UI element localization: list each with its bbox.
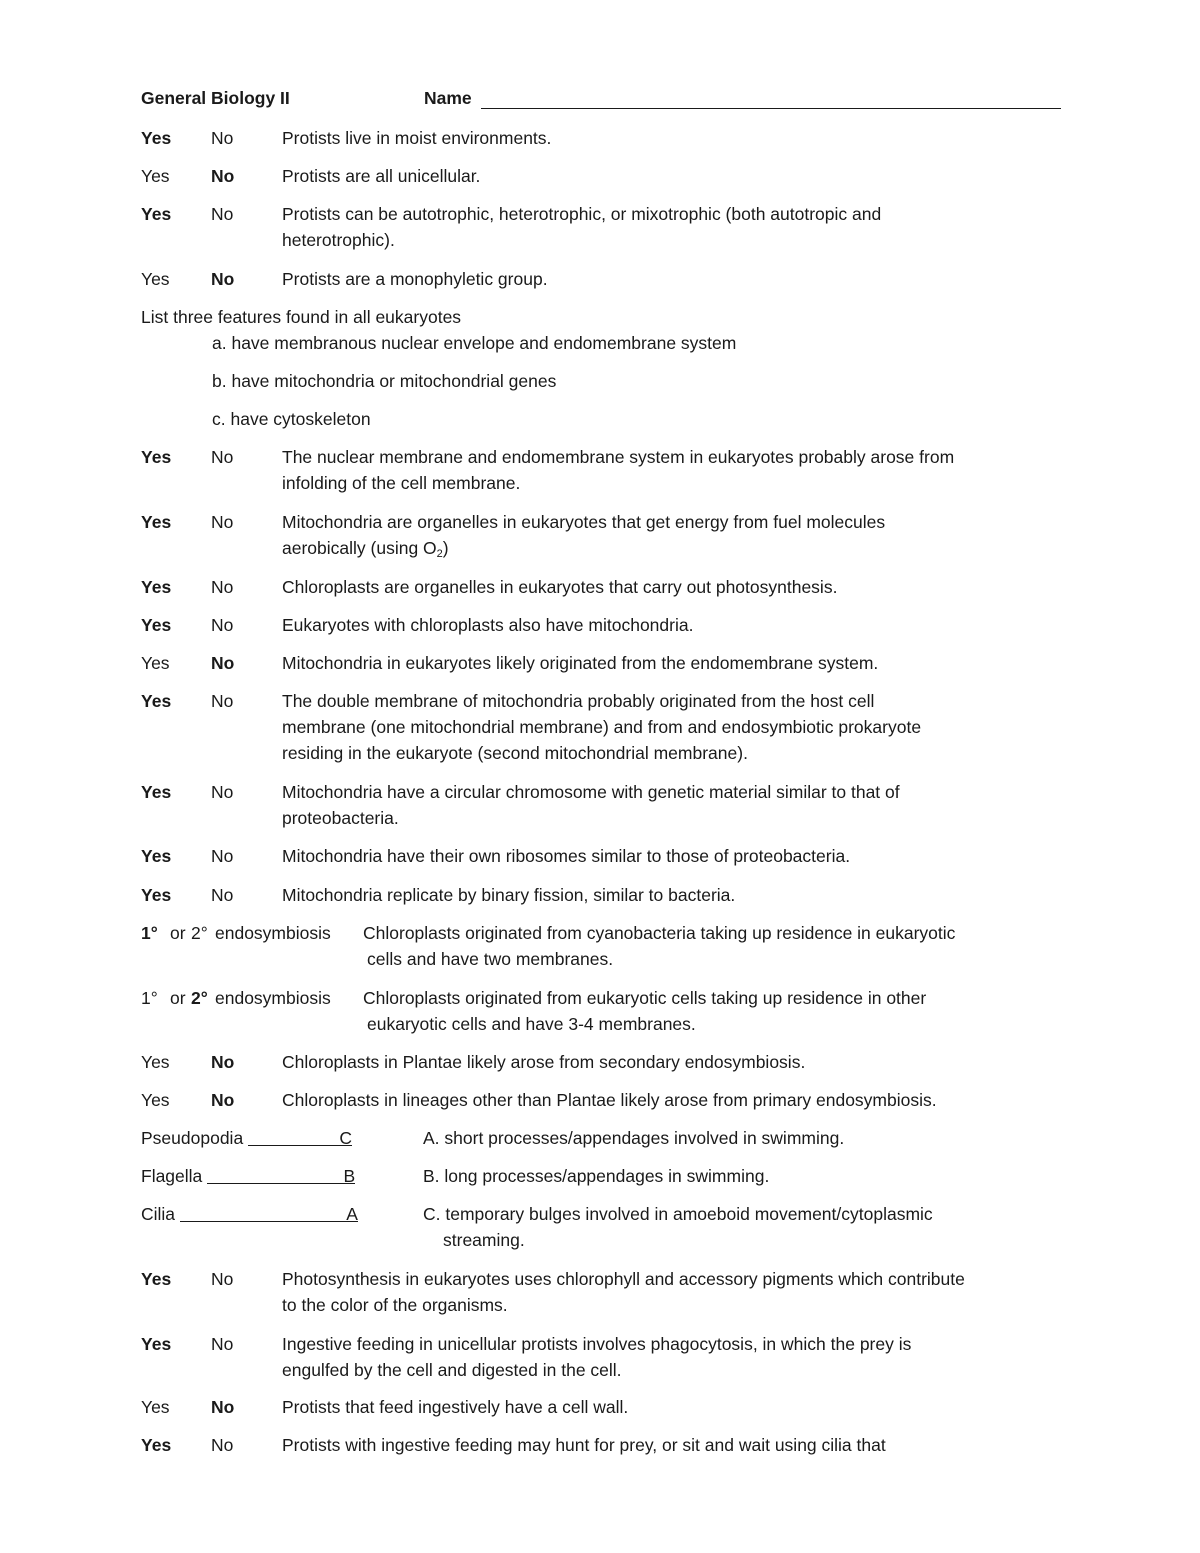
question-statement: Protists are all unicellular. xyxy=(282,166,481,186)
yes-option[interactable]: Yes xyxy=(141,1435,172,1455)
question-statement: Protists are a monophyletic group. xyxy=(282,269,548,289)
feature-b: b. have mitochondria or mitochondrial genes xyxy=(212,371,557,391)
no-option[interactable]: No xyxy=(211,782,234,802)
no-option[interactable]: No xyxy=(211,615,234,635)
term-label: Flagella xyxy=(141,1166,203,1186)
question-statement: Mitochondria in eukaryotes likely originated from the endomembrane system. xyxy=(282,653,879,673)
statement-line: C. temporary bulges involved in amoeboid movement/cytoplasmic xyxy=(423,1204,933,1224)
statement-line: cells and have two membranes. xyxy=(367,949,614,969)
yes-option[interactable]: Yes xyxy=(141,512,172,532)
matching-term xyxy=(141,1125,352,1151)
feature-a: a. have membranous nuclear envelope and endomembrane system xyxy=(212,333,737,353)
question-statement: Mitochondria replicate by binary fission, similar to bacteria. xyxy=(282,885,736,905)
statement-line: residing in the eukaryote (second mitochondrial membrane). xyxy=(282,743,748,763)
no-option[interactable]: No xyxy=(211,577,234,597)
or-label: or xyxy=(170,988,186,1008)
yes-option[interactable]: Yes xyxy=(141,1090,170,1110)
statement-line: to the color of the organisms. xyxy=(282,1295,508,1315)
yes-option[interactable]: Yes xyxy=(141,447,172,467)
endosymbiosis-label: endosymbiosis xyxy=(215,923,331,943)
statement-line: membrane (one mitochondrial membrane) and from and endosymbiotic prokaryote xyxy=(282,717,922,737)
no-option[interactable]: No xyxy=(211,846,234,866)
matching-definition: A. short processes/appendages involved in swimming. xyxy=(423,1128,845,1148)
statement-line: Protists can be autotrophic, heterotrophic, or mixotrophic (both autotropic and xyxy=(282,204,882,224)
yes-option[interactable]: Yes xyxy=(141,1397,170,1417)
question-statement: Mitochondria have their own ribosomes similar to those of proteobacteria. xyxy=(282,846,851,866)
statement-line: The double membrane of mitochondria probably originated from the host cell xyxy=(282,691,875,711)
answer-blank[interactable]: C xyxy=(248,1125,352,1146)
yes-option[interactable]: Yes xyxy=(141,166,170,186)
statement-line: infolding of the cell membrane. xyxy=(282,473,521,493)
statement-line: Photosynthesis in eukaryotes uses chlorophyll and accessory pigments which contribute xyxy=(282,1269,965,1289)
feature-c: c. have cytoskeleton xyxy=(212,409,371,429)
question-statement xyxy=(282,779,1062,831)
yes-option[interactable]: Yes xyxy=(141,577,172,597)
no-option[interactable]: No xyxy=(211,1397,235,1417)
question-statement xyxy=(282,1266,1062,1318)
no-option[interactable]: No xyxy=(211,1090,235,1110)
yes-option[interactable]: Yes xyxy=(141,691,172,711)
statement-line: engulfed by the cell and digested in the cell. xyxy=(282,1360,622,1380)
yes-option[interactable]: Yes xyxy=(141,846,172,866)
no-option[interactable]: No xyxy=(211,691,234,711)
statement-line: proteobacteria. xyxy=(282,808,399,828)
statement-line: eukaryotic cells and have 3-4 membranes. xyxy=(367,1014,696,1034)
matching-definition: B. long processes/appendages in swimming. xyxy=(423,1166,770,1186)
no-option[interactable]: No xyxy=(211,1435,234,1455)
statement-line: Chloroplasts originated from cyanobacteria taking up residence in eukaryotic xyxy=(363,923,956,943)
yes-option[interactable]: Yes xyxy=(141,1052,170,1072)
name-blank-line[interactable] xyxy=(481,108,1061,109)
statement-line: Mitochondria are organelles in eukaryotes that get energy from fuel molecules xyxy=(282,512,886,532)
question-statement xyxy=(282,1331,1062,1383)
statement-line: Ingestive feeding in unicellular protists involves phagocytosis, in which the prey is xyxy=(282,1334,912,1354)
no-option[interactable]: No xyxy=(211,512,234,532)
question-statement: Chloroplasts in Plantae likely arose from secondary endosymbiosis. xyxy=(282,1052,806,1072)
question-statement: Chloroplasts in lineages other than Plantae likely arose from primary endosymbiosis. xyxy=(282,1090,937,1110)
question-statement xyxy=(282,688,1062,766)
course-title: General Biology II xyxy=(141,88,290,108)
no-option[interactable]: No xyxy=(211,653,235,673)
yes-option[interactable]: Yes xyxy=(141,269,170,289)
primary-option[interactable]: 1° xyxy=(141,988,158,1008)
question-statement: Protists that feed ingestively have a cell wall. xyxy=(282,1397,629,1417)
answer-blank[interactable]: A xyxy=(180,1201,358,1222)
statement-line: heterotrophic). xyxy=(282,230,395,250)
yes-option[interactable]: Yes xyxy=(141,128,172,148)
question-statement: Protists with ingestive feeding may hunt for prey, or sit and wait using cilia that xyxy=(282,1435,886,1455)
name-label: Name xyxy=(424,88,472,108)
question-statement xyxy=(282,509,1062,561)
no-option[interactable]: No xyxy=(211,447,234,467)
secondary-option[interactable]: 2° xyxy=(191,923,208,943)
statement-line: aerobically (using O xyxy=(282,538,437,558)
yes-option[interactable]: Yes xyxy=(141,1334,172,1354)
no-option[interactable]: No xyxy=(211,269,235,289)
statement-line: streaming. xyxy=(443,1230,525,1250)
secondary-option[interactable]: 2° xyxy=(191,988,208,1008)
term-label: Cilia xyxy=(141,1204,176,1224)
yes-option[interactable]: Yes xyxy=(141,653,170,673)
statement-line: Chloroplasts originated from eukaryotic cells taking up residence in other xyxy=(363,988,927,1008)
no-option[interactable]: No xyxy=(211,1334,234,1354)
statement-line: Mitochondria have a circular chromosome with genetic material similar to that of xyxy=(282,782,900,802)
term-label: Pseudopodia xyxy=(141,1128,244,1148)
answer-blank[interactable]: B xyxy=(207,1163,355,1184)
matching-term xyxy=(141,1201,358,1227)
question-statement xyxy=(282,444,1062,496)
question-statement xyxy=(282,201,1062,253)
yes-option[interactable]: Yes xyxy=(141,782,172,802)
yes-option[interactable]: Yes xyxy=(141,885,172,905)
question-statement xyxy=(363,985,1053,1037)
no-option[interactable]: No xyxy=(211,885,234,905)
no-option[interactable]: No xyxy=(211,204,234,224)
question-statement: Chloroplasts are organelles in eukaryotes that carry out photosynthesis. xyxy=(282,577,838,597)
or-label: or xyxy=(170,923,186,943)
primary-option[interactable]: 1° xyxy=(141,923,158,943)
yes-option[interactable]: Yes xyxy=(141,204,172,224)
subscript: 2 xyxy=(436,548,443,560)
yes-option[interactable]: Yes xyxy=(141,1269,172,1289)
matching-definition xyxy=(423,1201,1063,1253)
no-option[interactable]: No xyxy=(211,128,234,148)
worksheet-header xyxy=(141,88,1061,114)
no-option[interactable]: No xyxy=(211,166,235,186)
no-option[interactable]: No xyxy=(211,1269,234,1289)
endosymbiosis-label: endosymbiosis xyxy=(215,988,331,1008)
question-statement: Eukaryotes with chloroplasts also have mitochondria. xyxy=(282,615,694,635)
question-statement: Protists live in moist environments. xyxy=(282,128,552,148)
statement-line: ) xyxy=(442,538,449,558)
yes-option[interactable]: Yes xyxy=(141,615,172,635)
features-prompt: List three features found in all eukaryotes xyxy=(141,307,462,327)
no-option[interactable]: No xyxy=(211,1052,235,1072)
question-statement xyxy=(363,920,1053,972)
matching-term xyxy=(141,1163,355,1189)
statement-line: The nuclear membrane and endomembrane system in eukaryotes probably arose from xyxy=(282,447,955,467)
